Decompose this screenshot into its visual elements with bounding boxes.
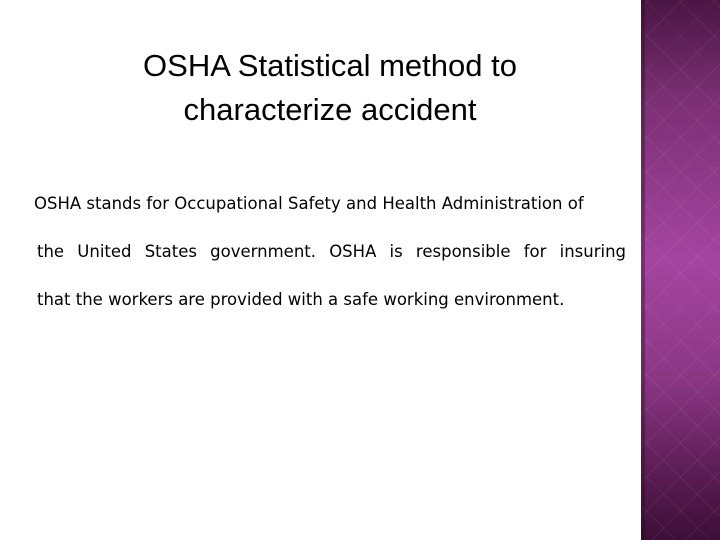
slide-body bbox=[34, 183, 626, 327]
body-line-1: OSHA stands for Occupational Safety and Health Administration of bbox=[34, 194, 584, 213]
slide-title-line-2: characterize accident bbox=[183, 92, 477, 127]
body-line-3: that the workers are provided with a safe working environment. bbox=[37, 290, 565, 309]
slide-title bbox=[40, 44, 620, 132]
slide-title-line-1: OSHA Statistical method to bbox=[143, 48, 517, 83]
decorative-side-panel bbox=[641, 0, 720, 540]
body-line-2: the United States government. OSHA is responsible for insuring bbox=[37, 242, 626, 261]
